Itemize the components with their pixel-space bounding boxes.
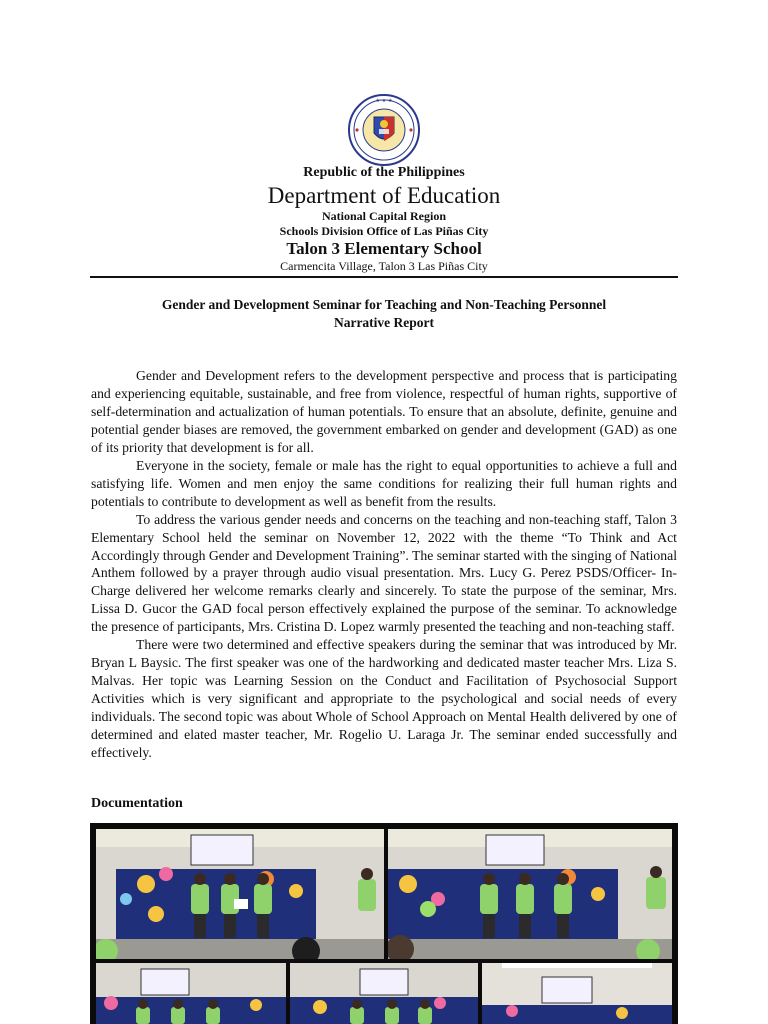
documentation-photo-collage <box>90 823 678 1024</box>
seminar-photo-3 <box>96 963 286 1024</box>
seminar-photo-2 <box>388 829 672 959</box>
report-title: Gender and Development Seminar for Teaching and Non-Teaching Personnel <box>161 297 607 312</box>
documentation-heading: Documentation <box>91 796 183 811</box>
region-heading: National Capital Region <box>321 209 446 223</box>
republic-heading: Republic of the Philippines <box>303 165 465 180</box>
school-address: Carmencita Village, Talon 3 Las Piñas City <box>280 259 488 273</box>
division-heading: Schools Division Office of Las Piñas City <box>279 224 489 238</box>
letterhead-divider <box>90 276 678 278</box>
seminar-photo-1 <box>96 829 384 959</box>
paragraph-equality: Everyone in the society, female or male has the right to equal opportunities to achieve a full and satisfying life. Women and men enjoy the same conditions for realizing their full human rights and potentials to contribute to development as well as benefit from the results. <box>91 457 677 509</box>
deped-seal-logo <box>347 93 421 167</box>
seminar-photo-4 <box>290 963 478 1024</box>
report-body <box>91 367 677 762</box>
seminar-photo-5 <box>482 963 672 1024</box>
paragraph-intro: Gender and Development refers to the development perspective and process that is participating and experiencing equitable, sustainable, and free from violence, respectful of human rights, supportive of self-determination and actualization of human potentials. To ensure that an absolute, definite, genuine and potential gender biases are removed, the government embarked on gender and development (GAD) as one of its priority that development is for all. <box>91 368 677 455</box>
school-name: Talon 3 Elementary School <box>286 239 482 258</box>
department-heading: Department of Education <box>267 183 501 208</box>
report-subtitle: Narrative Report <box>333 315 435 330</box>
paragraph-seminar: To address the various gender needs and concerns on the teaching and non-teaching staff, Talon 3 Elementary School held the seminar on November 12, 2022 with the theme “To Think and Act Accordingly through Gender and Development Training”. The seminar started with the singing of National Anthem followed by a prayer through audio visual presentation. Mrs. Lucy G. Perez PSDS/Officer- In-Charge delivered her welcome remarks clearly and sincerely. To state the purpose of the seminar, Mrs. Lissa D. Gucor the GAD focal person effectively explained the purpose of the seminar. To acknowledge the presence of participants, Mrs. Cristina D. Lopez warmly presented the teaching and non-teaching staff. <box>91 511 677 635</box>
svg-text:★ ★ ★: ★ ★ ★ <box>375 98 393 104</box>
paragraph-speakers: There were two determined and effective speakers during the seminar that was introduced by Mr. Bryan L Baysic. The first speaker was one of the hardworking and dedicated master teacher Mrs. Liza S. Malvas. Her topic was Learning Session on the Conduct and Facilitation of Psychosocial Support Activities which is very significant and appropriate to the psychological and social needs of every individuals. The second topic was about Whole of School Approach on Mental Health delivered by one of determined and elated master teacher, Mr. Rogelio U. Laraga Jr. The seminar ended successfully and effectively. <box>91 637 677 761</box>
